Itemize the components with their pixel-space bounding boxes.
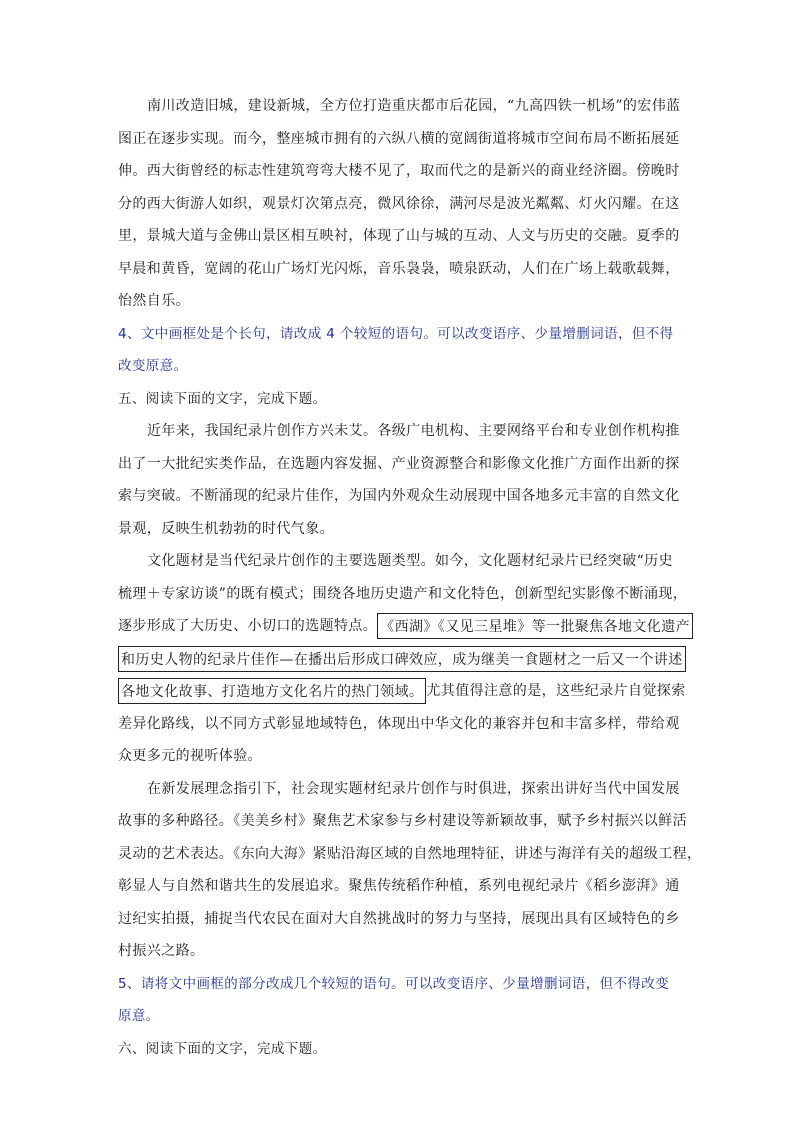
section-heading-5: 五、阅读下面的文字，完成下题。 — [118, 390, 327, 407]
passage-line: 南川改造旧城，建设新城，全方位打造重庆都市后花园，“九高四铁一机场”的宏伟蓝 — [147, 98, 681, 114]
paragraph-line: 景观，反映生机勃勃的时代气象。 — [118, 520, 334, 537]
passage-line: 怡然自乐。 — [118, 293, 190, 309]
paragraph-line: 索与突破。不断涌现的纪录片佳作，为国内外观众生动展现中国各地多元丰富的自然文化 — [118, 488, 680, 504]
passage-line: 里，景城大道与金佛山景区相互映衬，体现了山与城的互动、人文与历史的交融。夏季的 — [118, 228, 680, 244]
question-line: 5、请将文中画框的部分改成几个较短的语句。可以改变语序、少量增删词语，但不得改变 — [118, 975, 670, 992]
paragraph-line: 故事的多种路径。《美美乡村》聚焦艺术家参与乡村建设等新颖故事，赋予乡村振兴以鲜活 — [118, 813, 687, 829]
paragraph-social-themes — [118, 773, 702, 968]
framed-sentence: 和历史人物的纪录片佳作—在播出后形成口碑效应，成为继美一食题材之一后又一个讲述 — [118, 646, 686, 672]
document-page — [118, 90, 702, 1065]
paragraph-text: 逐步形成了大历史、小切口的选题特点。 — [118, 618, 378, 634]
paragraph-line: 过纪实拍摄，捕捉当代农民在面对大自然挑战时的努力与坚持，展现出具有区域特色的乡 — [118, 910, 680, 927]
question-5 — [118, 968, 678, 1033]
question-line: 改变原意。 — [118, 358, 188, 374]
paragraph-line: 梳理＋专家访谈”的既有模式；围绕各地历史遗产和文化特色，创新型纪实影像不断涌现， — [118, 585, 688, 602]
paragraph-line: 彰显人与自然和谐共生的发展追求。聚焦传统稻作种植，系列电视纪录片《稻乡澎湃》通 — [118, 878, 680, 894]
section-heading-6: 六、阅读下面的文字，完成下题。 — [118, 1040, 327, 1057]
paragraph-line: 众更多元的视听体验。 — [118, 748, 262, 764]
paragraph-line: 近年来，我国纪录片创作方兴未艾。各级广电机构、主要网络平台和专业创作机构推 — [147, 423, 680, 439]
paragraph-line: 村振兴之路。 — [118, 943, 205, 959]
paragraph-line — [118, 643, 683, 676]
passage-line: 早晨和黄昏，宽阔的花山广场灯光闪烁，音乐袅袅，喷泉跃动，人们在广场上载歌载舞， — [118, 260, 680, 277]
question-line: 4、文中画框处是个长句，请改成 4 个较短的语句。可以改变语序、少量增删词语，但不得 — [118, 325, 674, 342]
paragraph-line: 文化题材是当代纪录片创作的主要选题类型。如今，文化题材纪录片已经突破“历史 — [147, 553, 673, 569]
passage-line: 图正在逐步实现。而今，整座城市拥有的六纵八横的宽阔街道将城市空间布局不断拓展延 — [118, 130, 680, 147]
paragraph-line: 在新发展理念指引下，社会现实题材纪录片创作与时俱进，探索出讲好当代中国发展 — [147, 780, 680, 797]
paragraph-line — [118, 675, 686, 708]
framed-sentence: 各地文化故事、打造地方文化名片的热门领域。 — [118, 678, 426, 704]
framed-sentence: 《西湖》《又见三星堆》等一批聚焦各地文化遗产 — [377, 613, 693, 639]
paragraph-documentary-intro — [118, 415, 678, 545]
passage-line: 分的西大街游人如织，观景灯次第点亮，微风徐徐，满河尽是波光粼粼、灯火闪耀。在这 — [118, 195, 680, 212]
paragraph-line — [118, 610, 691, 643]
paragraph-line: 差异化路线，以不同方式彰显地域特色，体现出中华文化的兼容并包和丰富多样，带给观 — [118, 715, 680, 732]
paragraph-text: 尤其值得注意的是，这些纪录片自觉探索 — [426, 683, 686, 699]
paragraph-line: 灵动的艺术表达。《东向大海》紧贴沿海区域的自然地理特征，讲述与海洋有关的超级工程， — [118, 845, 702, 862]
passage-line: 伸。西大街曾经的标志性建筑弯弯大楼不见了，取而代之的是新兴的商业经济圈。傍晚时 — [118, 163, 680, 179]
paragraph-cultural-themes — [118, 545, 691, 773]
passage-nanchuan — [118, 90, 681, 318]
paragraph-line: 出了一大批纪实类作品，在选题内容发掘、产业资源整合和影像文化推广方面作出新的探 — [118, 455, 680, 472]
question-line: 原意。 — [118, 1008, 160, 1024]
question-4 — [118, 318, 678, 383]
